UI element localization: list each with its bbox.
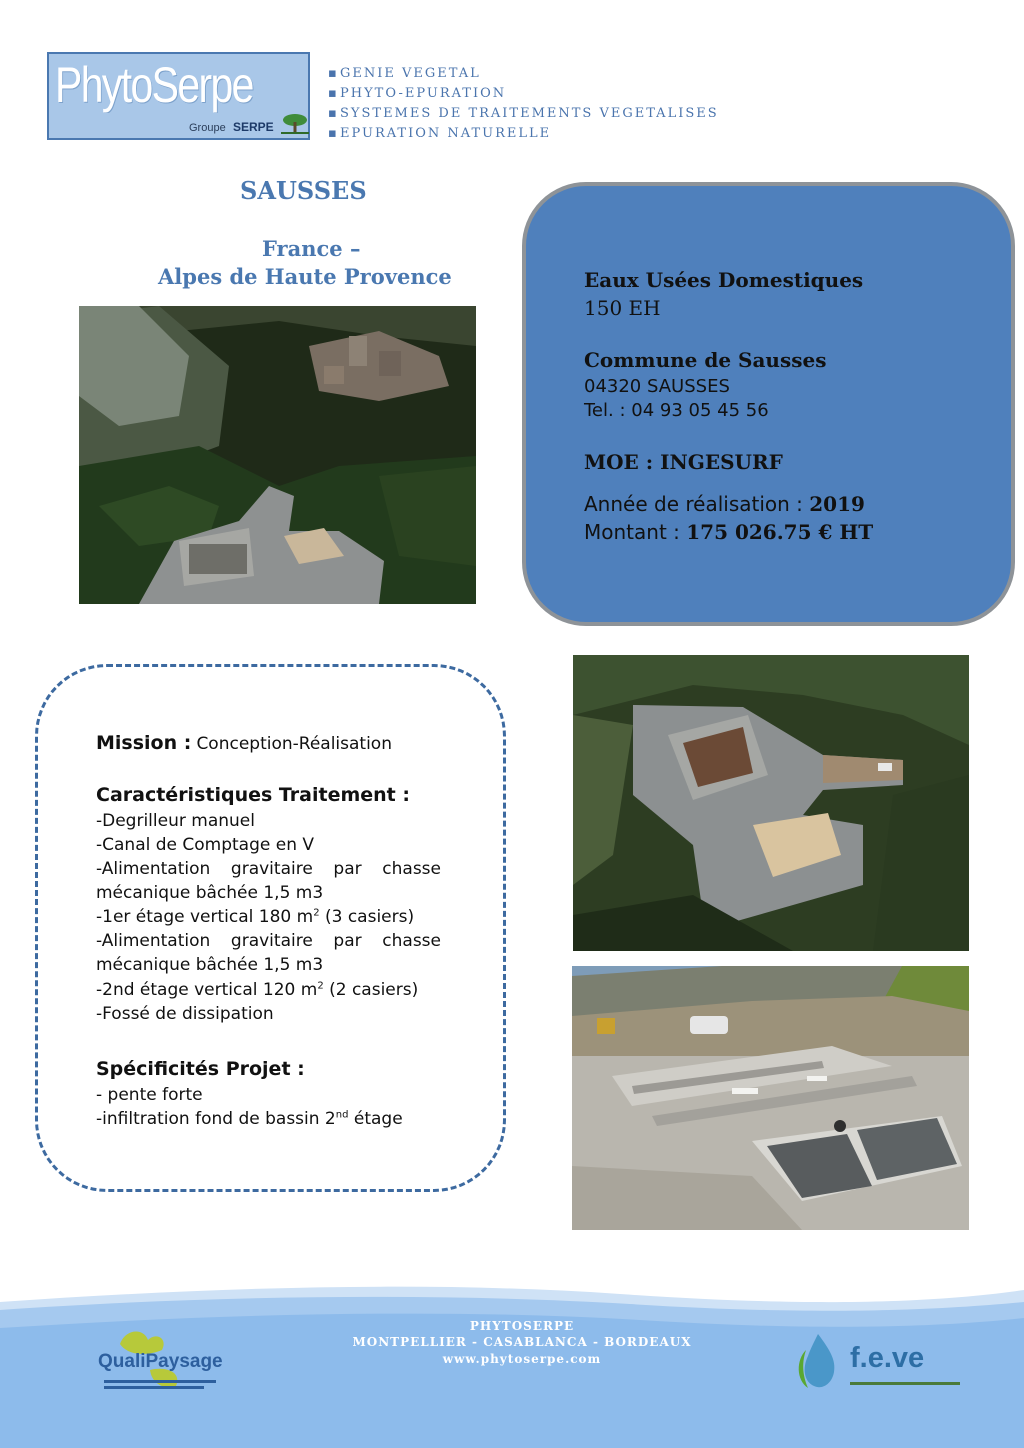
treatment-item: -Degrilleur manuel: [96, 811, 255, 831]
feve-name: f.e.ve: [850, 1342, 925, 1374]
ground-photo: [572, 966, 969, 1230]
village-photo: [79, 306, 476, 604]
effluent-heading: Eaux Usées Domestiques: [584, 268, 864, 292]
treatment-item: -Alimentation gravitaire par chasse: [96, 931, 441, 951]
project-region: Alpes de Haute Provence: [158, 264, 452, 289]
year-value: 2019: [809, 492, 865, 516]
footer-cities: MONTPELLIER - CASABLANCA - BORDEAUX: [352, 1335, 692, 1349]
logo-groupe-label: Groupe: [189, 122, 226, 134]
logo-serpe-label: SERPE: [233, 120, 274, 134]
moe-label: MOE : INGESURF: [584, 450, 783, 474]
aerial-photo: [573, 655, 969, 951]
amount-value: 175 026.75 € HT: [686, 520, 874, 544]
client-address: 04320 SAUSSES: [584, 376, 730, 397]
treatment-item: -2nd étage vertical 120 $m^2$ (2 casiers): [96, 980, 419, 1000]
client-heading: Commune de Sausses: [584, 348, 827, 372]
treatment-heading: Caractéristiques Traitement :: [96, 784, 410, 806]
treatment-item: -Fossé de dissipation: [96, 1004, 274, 1024]
services-list: [328, 64, 719, 144]
treatment-item: mécanique bâchée 1,5 m3: [96, 883, 324, 903]
year-label: Année de réalisation :: [584, 492, 803, 516]
capacity-value: 150 EH: [584, 296, 661, 320]
amount-row: [584, 520, 873, 544]
mission-row: [96, 732, 392, 754]
mission-value: Conception-Réalisation: [196, 734, 392, 754]
treatment-item: -1er étage vertical 180 $m^2$ (3 casiers): [96, 907, 415, 927]
treatment-item: mécanique bâchée 1,5 m3: [96, 955, 324, 975]
qualipaysage-name: QualiPaysage: [98, 1351, 223, 1372]
footer-company-name: PHYTOSERPE: [469, 1319, 575, 1333]
project-info-panel: [522, 182, 1015, 626]
phytoserpe-logo: [47, 52, 310, 140]
specifics-item: -infiltration fond de bassin 2nd étage: [96, 1109, 403, 1129]
service-item: ▪PHYTO-EPURATION: [328, 86, 507, 101]
service-item: ▪EPURATION NATURELLE: [328, 126, 552, 141]
treatment-item: -Alimentation gravitaire par chasse: [96, 859, 441, 879]
logo-wordmark: PhytoSerpe: [55, 57, 253, 113]
tree-icon: [281, 112, 309, 134]
footer-website: www.phytoserpe.com: [442, 1352, 602, 1366]
client-phone: Tel. : 04 93 05 45 56: [584, 400, 769, 421]
mission-label: Mission :: [96, 732, 192, 754]
treatment-item: -Canal de Comptage en V: [96, 835, 315, 855]
year-row: [584, 492, 865, 516]
amount-label: Montant :: [584, 520, 680, 544]
project-country: France –: [262, 236, 361, 261]
specifics-heading: Spécificités Projet :: [96, 1058, 305, 1080]
specifics-item: - pente forte: [96, 1085, 203, 1105]
service-item: ▪SYSTEMES DE TRAITEMENTS VEGETALISES: [328, 106, 719, 121]
service-item: ▪GENIE VEGETAL: [328, 66, 481, 81]
project-title: SAUSSES: [240, 176, 367, 205]
